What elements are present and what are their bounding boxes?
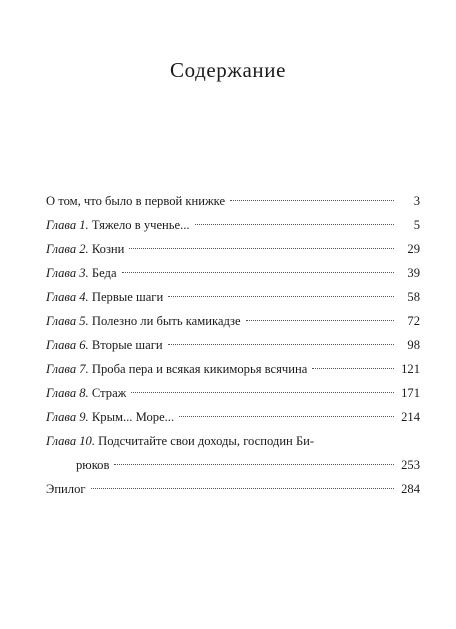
dot-leader bbox=[168, 296, 394, 297]
toc-page-number: 253 bbox=[401, 458, 420, 472]
dot-leader bbox=[129, 248, 394, 249]
toc-entry-title: Подсчитайте свои доходы, господин Би- bbox=[98, 434, 315, 448]
toc-entry-title: Полезно ли быть камикадзе bbox=[91, 314, 241, 328]
toc-entry[interactable] bbox=[46, 189, 420, 213]
dot-leader bbox=[312, 368, 394, 369]
table-of-contents bbox=[46, 189, 420, 501]
toc-entry[interactable] bbox=[46, 357, 420, 381]
dot-leader bbox=[179, 416, 394, 417]
toc-entry-title: Тяжело в ученье... bbox=[91, 218, 190, 232]
toc-entry[interactable] bbox=[46, 333, 420, 357]
toc-entry-title: Козни bbox=[91, 242, 125, 256]
toc-entry-label bbox=[46, 357, 307, 381]
dot-leader bbox=[230, 200, 394, 201]
dot-leader bbox=[91, 488, 394, 489]
toc-entry-title-continued: рюков bbox=[76, 458, 110, 472]
toc-entry-title: Беда bbox=[91, 266, 117, 280]
toc-chapter-number: Глава 1. bbox=[46, 218, 89, 232]
toc-entry[interactable] bbox=[46, 405, 420, 429]
toc-chapter-number: Глава 7. bbox=[46, 362, 89, 376]
toc-chapter-number: Глава 9. bbox=[46, 410, 89, 424]
toc-chapter-number: Глава 4. bbox=[46, 290, 89, 304]
toc-entry-title: Проба пера и всякая кикиморья всячина bbox=[91, 362, 308, 376]
toc-page-number: 3 bbox=[413, 194, 420, 208]
toc-entry-title: Эпилог bbox=[46, 482, 86, 496]
toc-entry[interactable] bbox=[46, 261, 420, 285]
toc-entry-title: Страж bbox=[91, 386, 127, 400]
toc-entry-label bbox=[46, 285, 163, 309]
toc-page-number: 5 bbox=[413, 218, 420, 232]
toc-entry[interactable] bbox=[46, 213, 420, 237]
toc-page-number: 58 bbox=[407, 290, 420, 304]
dot-leader bbox=[122, 272, 394, 273]
toc-entry-label bbox=[46, 309, 241, 333]
toc-entry[interactable] bbox=[46, 285, 420, 309]
dot-leader bbox=[195, 224, 394, 225]
toc-page-number: 72 bbox=[407, 314, 420, 328]
toc-entry[interactable] bbox=[46, 237, 420, 261]
toc-entry-title: О том, что было в первой книжке bbox=[46, 194, 226, 208]
toc-chapter-number: Глава 2. bbox=[46, 242, 89, 256]
toc-entry-label bbox=[46, 477, 86, 501]
toc-page-number: 284 bbox=[401, 482, 420, 496]
toc-chapter-number: Глава 6. bbox=[46, 338, 89, 352]
toc-page-number: 98 bbox=[407, 338, 420, 352]
dot-leader bbox=[114, 464, 394, 465]
toc-chapter-number: Глава 8. bbox=[46, 386, 89, 400]
toc-entry-label bbox=[46, 429, 420, 453]
toc-entry[interactable] bbox=[46, 309, 420, 333]
page-title: Содержание bbox=[169, 58, 287, 82]
toc-page-number: 171 bbox=[401, 386, 420, 400]
toc-entry-title: Вторые шаги bbox=[91, 338, 163, 352]
toc-entry-label bbox=[46, 189, 225, 213]
toc-page-number: 214 bbox=[401, 410, 420, 424]
toc-entry-label bbox=[46, 213, 190, 237]
toc-entry-label bbox=[46, 261, 117, 285]
toc-entry-title: Первые шаги bbox=[91, 290, 164, 304]
toc-entry-label bbox=[46, 405, 174, 429]
dot-leader bbox=[168, 344, 394, 345]
toc-page-number: 39 bbox=[407, 266, 420, 280]
toc-chapter-number: Глава 5. bbox=[46, 314, 89, 328]
toc-chapter-number: Глава 3. bbox=[46, 266, 89, 280]
toc-entry-label bbox=[46, 333, 163, 357]
toc-entry[interactable] bbox=[46, 477, 420, 501]
toc-chapter-number: Глава 10. bbox=[46, 434, 96, 448]
toc-entry[interactable] bbox=[46, 381, 420, 405]
toc-page-number: 121 bbox=[401, 362, 420, 376]
toc-entry-label bbox=[46, 237, 124, 261]
dot-leader bbox=[131, 392, 394, 393]
toc-entry-label bbox=[46, 381, 126, 405]
toc-entry-title: Крым... Море... bbox=[91, 410, 175, 424]
toc-entry-continuation bbox=[46, 453, 420, 477]
toc-page-number: 29 bbox=[407, 242, 420, 256]
dot-leader bbox=[246, 320, 394, 321]
toc-entry-multiline[interactable] bbox=[46, 429, 420, 477]
